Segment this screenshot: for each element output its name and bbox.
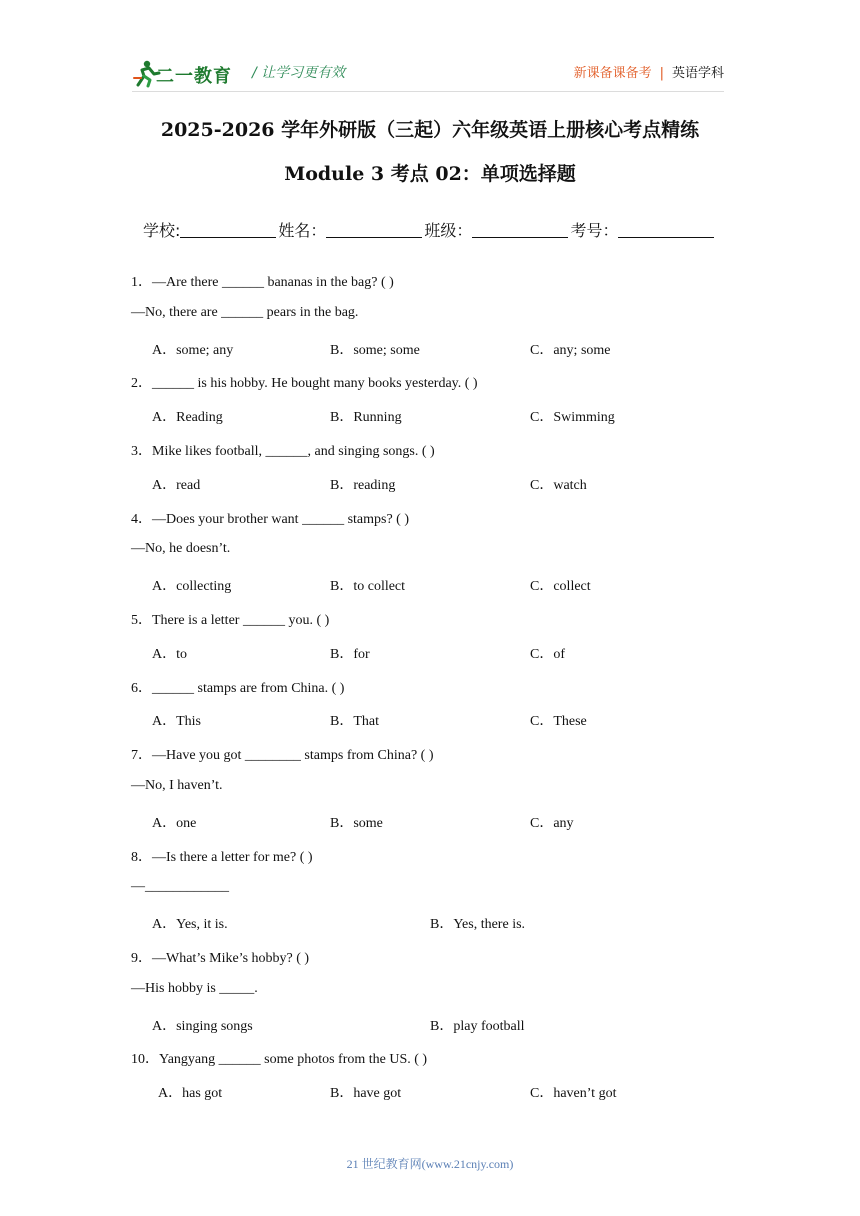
exam-number-label: 考号： [570,221,619,240]
school-label: 学校: [143,221,181,240]
question-stem: 9．—What’s Mike’s hobby? ( ) [131,951,310,966]
option-b: B．Yes, there is. [430,917,526,932]
option-c: C．any [530,816,574,831]
document-subtitle: Module 3 考点 02：单项选择题 [284,163,576,185]
header-slogan: / 让学习更有效 [252,65,346,81]
option-b: B．That [330,714,379,729]
option-b: B．play football [430,1019,525,1034]
option-b: B．reading [330,478,396,493]
question-stem: 4．—Does your brother want ______ stamps? ( ) [131,512,410,527]
option-a: A．collecting [152,579,232,594]
class-label: 班级： [424,221,473,240]
option-a: A．Yes, it is. [152,917,228,932]
name-label: 姓名： [278,221,327,240]
option-c: C．haven’t got [530,1086,617,1101]
option-c: C．watch [530,478,587,493]
question-stem: 1．—Are there ______ bananas in the bag? ( ) [131,275,394,290]
option-c: C．collect [530,579,591,594]
header-course-label: 新课备课备考 [573,66,652,81]
logo-text: 二一教育 [156,66,232,87]
option-a: A．has got [158,1086,223,1101]
option-b: B．to collect [330,579,406,594]
name-blank[interactable] [326,221,422,238]
option-c: C．Swimming [530,410,615,425]
question-follow-line: —No, he doesn’t. [131,541,231,556]
question-stem: 5．There is a letter ______ you. ( ) [131,613,330,628]
document-title: 2025-2026 学年外研版（三起）六年级英语上册核心考点精练 [160,119,700,141]
option-b: B．some [330,816,383,831]
header-subject-label: 英语学科 [671,66,724,81]
exam-number-blank[interactable] [618,221,714,238]
option-c: C．These [530,714,587,729]
header-separator: | [659,66,664,81]
option-b: B．for [330,647,370,662]
question-stem: 6．______ stamps are from China. ( ) [131,681,345,696]
option-a: A．to [152,647,187,662]
option-b: B．Running [330,410,402,425]
option-c: C．of [530,647,565,662]
question-stem: 7．—Have you got ________ stamps from China? ( ) [131,748,434,763]
school-blank[interactable] [180,221,276,238]
page-footer[interactable]: 21 世纪教育网(www.21cnjy.com) [346,1157,514,1171]
question-follow-line: —No, I haven’t. [131,778,223,793]
question-stem: 2．______ is his hobby. He bought many books yesterday. ( ) [131,376,478,391]
logo [132,58,242,88]
header-divider [132,91,724,92]
student-info-line [143,218,716,241]
class-blank[interactable] [472,221,568,238]
option-b: B．some; some [330,343,420,358]
option-a: A．Reading [152,410,223,425]
option-a: A．some; any [152,343,234,358]
option-a: A．one [152,816,197,831]
question-stem: 3．Mike likes football, ______, and singing songs. ( ) [131,444,435,459]
option-a: A．singing songs [152,1019,253,1034]
option-a: A．This [152,714,201,729]
question-follow-line: —____________ [131,879,229,894]
header-right [574,62,724,81]
question-stem: 8．—Is there a letter for me? ( ) [131,850,313,865]
question-follow-line: —His hobby is _____. [131,981,258,996]
page-header [132,56,724,90]
question-stem: 10．Yangyang ______ some photos from the US. ( ) [131,1052,428,1067]
question-follow-line: —No, there are ______ pears in the bag. [131,305,359,320]
option-a: A．read [152,478,201,493]
option-b: B．have got [330,1086,402,1101]
option-c: C．any; some [530,343,611,358]
